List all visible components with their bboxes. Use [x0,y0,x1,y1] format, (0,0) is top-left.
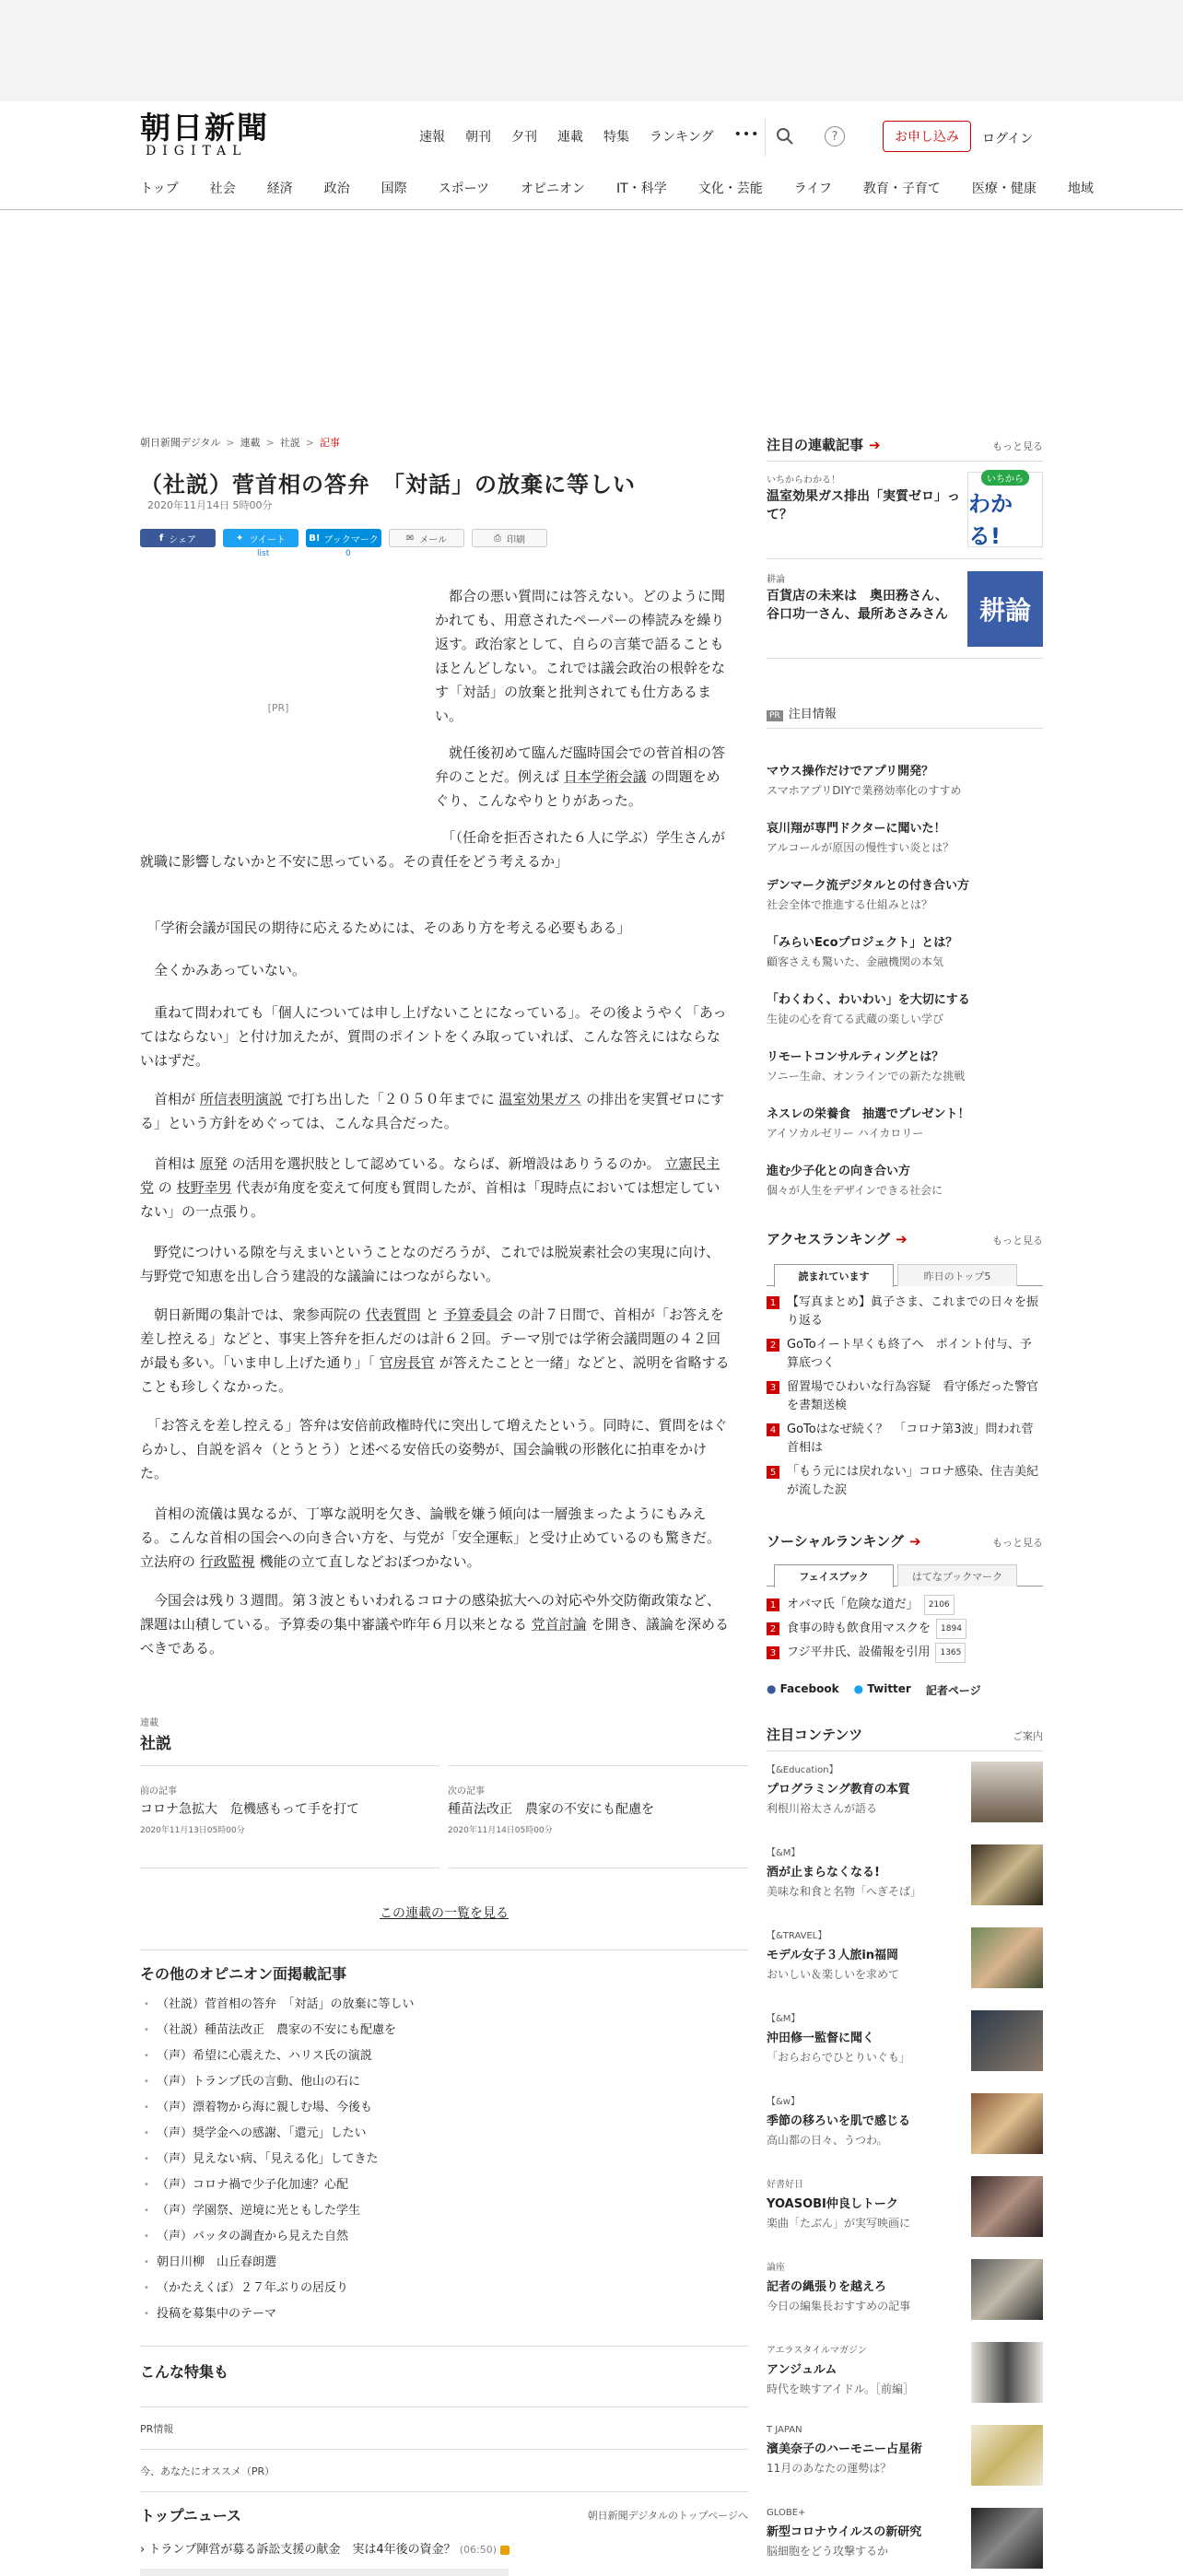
paragraph: 全くかみあっていない。 [140,962,306,978]
content-thumbnail[interactable] [971,2425,1043,2486]
hatena-icon: B! [309,533,321,544]
content-item[interactable]: 好書好日 YOASOBI仲良しトーク 楽曲「たぶん」が実写映画に [767,2180,911,2230]
social-ranking-heading: ソーシャルランキング ➔ [767,1533,921,1550]
pr-heading: PR 注目情報 [767,704,837,721]
list-item[interactable]: • （声）学園祭、逆境に光ともした学生 [140,2198,415,2224]
top-ad-banner [0,0,1183,101]
help-icon[interactable]: ? [822,123,848,149]
content-item[interactable]: 【&M】 沖田修一監督に聞く 「おらおらでひとりいぐも」 [767,2014,910,2064]
prev-article[interactable]: 前の記事 コロナ急拡大 危機感もって手を打て 2020年11月13日05時00分 [140,1765,440,1868]
divider [140,2491,748,2492]
list-item[interactable]: • （声）バッタの調査から見えた自然 [140,2224,415,2250]
list-item[interactable]: • 投稿を募集中のテーマ [140,2301,415,2327]
series-list-link[interactable]: この連載の一覧を見る [380,1906,509,1921]
list-item[interactable]: • 朝日川柳 山丘春朗選 [140,2250,415,2276]
recommend-label: 今、あなたにオススメ（PR） [140,2465,275,2477]
top-news-item[interactable]: › トランプ陣営が募る訴訟支援の献金 実は4年後の資金？ (06:50) [140,2539,510,2557]
divider [140,2449,748,2450]
crumb-current: 記事 [320,437,340,449]
twitter-link[interactable]: ● Twitter [853,1682,911,1695]
content-thumbnail[interactable] [971,1927,1043,1988]
ranking-item[interactable]: 4 GoToはなぜ続く？ 「コロナ第3波」問われ菅首相は [767,1421,1043,1458]
category-nav [140,179,1125,197]
crumb-home[interactable]: 朝日新聞デジタル [140,437,221,449]
breadcrumb: 朝日新聞デジタル > 連載 > 社説 > 記事 [140,437,340,449]
content-thumbnail[interactable] [971,2259,1043,2320]
chumoku-more-link[interactable]: もっと見る [992,440,1043,452]
list-item[interactable]: • （社説）種苗法改正 農家の不安にも配慮を [140,2018,415,2043]
divider [140,2406,748,2407]
paragraph: 首相の流儀は異なるが、丁寧な説明を欠き、論戦を嫌う傾向は一層強まったようにもみえる。こんな首相の国会への向き合い方を、与党が「安全運転」と受け止めているのも驚きだ。立法府の 行政監視 機能の立て直しなどおぼつかない。 [140,1505,721,1570]
content-item[interactable]: 【&w】 季節の移ろいを肌で感じる 高山都の日々、うつわ。 [767,2097,911,2147]
twitter-share-button[interactable]: ✦ ツイート [223,529,299,547]
pr-item[interactable]: 「わくわく、わいわい」を大切にする 生徒の心を育てる武蔵の楽しい学び [767,993,970,1025]
cat-economy[interactable]: 経済 [266,181,293,196]
facebook-share-button[interactable]: f シェア [140,529,216,547]
arrow-right-icon: ➔ [896,1231,908,1247]
social-ranking-item[interactable]: 3 フジ平井氏、設備報を引用 1365 [767,1644,1043,1664]
top-news-heading: トップニュース [140,2507,241,2524]
cat-opinion[interactable]: オピニオン [521,181,586,196]
facebook-icon: f [158,533,164,544]
nav-tokushu[interactable]: 特集 [603,130,629,145]
cat-politics[interactable]: 政治 [323,181,350,196]
pr-item[interactable]: リモートコンサルティングとは？ ソニー生命、オンラインでの新たな挑戦 [767,1050,966,1083]
tab-most-read[interactable]: 読まれています [774,1264,894,1287]
list-item[interactable]: • （声）見えない病、「見える化」してきた [140,2147,415,2172]
article-title: （社説）菅首相の答弁 「対話」の放棄に等しい [140,472,636,498]
social-links [767,1682,981,1698]
social-ranking-item[interactable]: 1 オバマ氏「危険な道だ」 2106 [767,1596,1043,1616]
social-more-link[interactable]: もっと見る [992,1537,1043,1549]
next-article[interactable]: 次の記事 種苗法改正 農家の不安にも配慮を 2020年11月14日05時00分 [448,1765,748,1868]
site-header [0,101,1183,210]
paragraph: 首相は 原発 の活用を選択肢として認めている。ならば、新増設はありうるのか。 立憲民主党 の 枝野幸男 代表が角度を変えて何度も質問したが、首相は「現時点においては想定していない」の一点張り。 [140,1155,720,1220]
pr-item[interactable]: 「みらいEcoプロジェクト」とは？ 顧客さえも驚いた、金融機関の本気 [767,936,958,968]
divider [767,558,1043,559]
bookmark-count[interactable]: 0 [346,549,351,558]
cat-society[interactable]: 社会 [209,181,236,196]
koron-thumbnail[interactable]: 耕論 [967,571,1043,647]
pr-item[interactable]: デンマーク流デジタルとの付き合い方 社会全体で推進する仕組みとは？ [767,879,969,911]
social-tabs [767,1564,1043,1587]
keyword-link[interactable]: 立憲民主党 [140,1155,720,1196]
chevron-right-icon: › [140,2543,149,2557]
mail-icon: ✉ [405,533,415,544]
nav-rensai[interactable]: 連載 [557,130,583,145]
apply-button[interactable]: お申し込み [883,121,971,152]
chumoku-heading: 注目の連載記事 ➔ [767,437,881,453]
keyword-link[interactable]: 日本学術会議 [563,768,647,785]
hatena-bookmark-button[interactable]: B! ブックマーク [306,529,381,547]
paragraph: 就任後初めて臨んだ臨時国会での菅首相の答弁のことだ。例えば 日本学術会議 の問題をめぐり、こんなやりとりがあった。 [435,744,726,809]
cat-life[interactable]: ライフ [793,181,832,196]
paragraph: 「お答えを差し控える」答弁は安倍前政権時代に突出して増えたという。同時に、質問をはぐらかし、自説を滔々（とうとう）と述べる安倍氏の姿勢が、国会論戦の形骸化に拍車をかけた。 [140,1417,728,1481]
paragraph: 野党につけいる隙を与えまいということなのだろうが、これでは脱炭素社会の実現に向け、与野党で知恵を出し合う建設的な議論にはつながらない。 [140,1244,720,1284]
content-thumbnail[interactable] [971,2176,1043,2237]
tweet-count[interactable]: list [257,549,270,558]
paragraph: 朝日新聞の集計では、衆参両院の 代表質問 と 予算委員会 の計７日間で、首相が「お答えを差し控える」などと、事実上答弁を拒んだのは計６２回。テーマ別では学術会議問題の４２回が最も多い。「いま申し上げた通り」「 官房長官 が答えたことと一緒」などと、説明を省略することも珍しくなかった。 [140,1306,730,1395]
series-name[interactable]: 社説 [140,1735,171,1753]
keyword-link[interactable]: 予算委員会 [443,1306,513,1323]
access-ranking-heading: アクセスランキング ➔ [767,1231,908,1247]
nav-yukan[interactable]: 夕刊 [511,130,537,145]
wakaru-thumbnail[interactable]: いちから わかる! [967,472,1043,547]
featured-series-item[interactable]: 耕論 百貨店の未来は 奥田務さん、谷口功一さん、最所あさみさん [767,575,948,622]
pr-item[interactable]: 進む少子化との向き合い方 個々が人生をデザインできる社会に [767,1165,943,1197]
content-item[interactable]: 【&Education】 プログラミング教育の本質 利根川裕太さんが語る [767,1765,910,1815]
series-label: 連載 [140,1718,158,1728]
keyword-link[interactable]: 温室効果ガス [498,1091,582,1107]
contents-guide-link[interactable]: ご案内 [1013,1730,1043,1742]
access-more-link[interactable]: もっと見る [992,1235,1043,1247]
paragraph: 重ねて問われても「個人については申し上げないことになっている」。その後ようやく「あってはならない」と付け加えたが、質問のポイントをくみ取っていれば、こんな答えにはならないはずだ。 [140,1004,727,1069]
article-date: 2020年11月14日 5時00分 [147,499,273,511]
content-item[interactable]: アエラスタイルマガジン アンジュルム 時代を映すアイドル。［前編］ [767,2346,914,2395]
nav-ranking[interactable]: ランキング [650,130,714,145]
content-thumbnail[interactable] [971,1844,1043,1905]
keyword-link[interactable]: 枝野幸男 [176,1179,232,1196]
top-page-link[interactable]: 朝日新聞デジタルのトップページへ [587,2510,748,2522]
keyword-link[interactable]: 所信表明演説 [199,1091,283,1107]
content-thumbnail[interactable] [971,2093,1043,2154]
paragraph: 「（任命を拒否された６人に学ぶ）学生さんが就職に影響しないかと不安に思っている。その責任をどう考えるか」 [140,829,726,870]
cat-sports[interactable]: スポーツ [438,181,490,196]
crumb-shasetsu[interactable]: 社説 [279,437,300,449]
cat-region[interactable]: 地域 [1067,181,1094,196]
divider [767,728,1043,729]
paragraph: 「学術会議が国民の期待に応えるためには、そのあり方を考える必要もある」 [140,919,631,936]
arrow-right-icon: ➔ [869,437,881,453]
reporter-page-link[interactable]: 記者ページ [925,1684,981,1697]
cat-education[interactable]: 教育・子育て [862,181,941,196]
keyword-link[interactable]: 行政監視 [199,1553,255,1570]
top-news-item-cut [140,2569,509,2576]
tab-facebook[interactable]: フェイスブック [774,1564,894,1587]
paragraph: 首相が 所信表明演説 で打ち出した「２０５０年までに 温室効果ガス の排出を実質ゼロにする」という方針をめぐっては、こんな具合だった。 [140,1091,725,1131]
keyword-link[interactable]: 官房長官 [379,1354,435,1371]
login-link[interactable]: ログイン [982,132,1034,146]
cat-health[interactable]: 医療・健康 [971,181,1037,196]
ranking-item[interactable]: 1 【写真まとめ】眞子さま、これまでの日々を振り返る [767,1294,1043,1330]
twitter-icon: ● [853,1682,864,1695]
content-item[interactable]: T JAPAN 濱美奈子のハーモニー占星術 11月のあなたの運勢は？ [767,2425,923,2475]
pr-info-label: PR情報 [140,2423,174,2435]
keyword-link[interactable]: 代表質問 [365,1306,421,1323]
list-item[interactable]: • （社説）菅首相の答弁 「対話」の放棄に等しい [140,1992,415,2018]
keyword-link[interactable]: 党首討論 [531,1616,587,1633]
share-buttons [140,529,547,547]
site-logo[interactable]: 朝日新聞 DIGITAL [140,110,269,158]
list-item[interactable]: • （声）希望に心震えた、ハリス氏の演説 [140,2043,415,2069]
cat-top[interactable]: トップ [140,181,179,196]
featured-series-item[interactable]: いちからわかる！ 温室効果ガス排出「実質ゼロ」って？ [767,475,960,522]
divider [140,2346,748,2347]
content-thumbnail[interactable] [971,1762,1043,1822]
paragraph: 都合の悪い質問には答えない。どのように聞かれても、用意されたペーパーの棒読みを繰り返す。政治家として、自らの言葉で語ることもほとんどしない。これでは議会政治の根幹をなす「対話」の放棄と批判されても仕方あるまい。 [435,588,726,724]
pr-item[interactable]: マウス操作だけでアプリ開発？ スマホアプリDIYで業務効率化のすすめ [767,765,962,797]
pr-item[interactable]: 哀川翔が専門ドクターに聞いた！ アルコールが原因の慢性すい炎とは？ [767,822,955,854]
list-item[interactable]: • （声）奨学金への感謝、「還元」したい [140,2121,415,2147]
cat-international[interactable]: 国際 [381,181,407,196]
content-item[interactable]: 【&M】 酒が止まらなくなる! 美味な和食と名物「へぎそば」 [767,1848,922,1898]
header-divider [765,118,766,157]
facebook-icon: ● [767,1682,777,1695]
list-item[interactable]: • （声）コロナ禍で少子化加速？心配 [140,2172,415,2198]
cat-it-science[interactable]: IT・科学 [616,181,667,196]
content-thumbnail[interactable] [971,2508,1043,2569]
paragraph: 今国会は残り３週間。第３波ともいわれるコロナの感染拡大への対応や外交防衛政策など、課題は山積している。予算委の集中審議や昨年６月以来となる 党首討論 を開き、議論を深めるべきである。 [140,1592,729,1657]
top-nav [419,127,759,146]
cat-culture[interactable]: 文化・芸能 [697,181,763,196]
print-button[interactable]: ⎙ 印刷 [472,529,547,547]
other-opinion-heading: その他のオピニオン面掲載記事 [140,1965,347,1983]
divider [767,461,1043,462]
ranking-item[interactable]: 3 留置場でひわいな行為容疑 看守係だった警官を書類送検 [767,1378,1043,1415]
list-item[interactable]: • （かたえくぼ）２７年ぶりの居反り [140,2276,415,2301]
ranking-item[interactable]: 2 GoToイート早くも終了へ ポイント付与、予算底つく [767,1336,1043,1373]
twitter-bird-icon: ✦ [236,533,244,544]
crumb-series[interactable]: 連載 [240,437,261,449]
content-item[interactable]: 【&TRAVEL】 モデル女子３人旅in福岡 おいしい＆楽しいを求めて [767,1931,900,1981]
ranking-item[interactable]: 5 「もう元には戻れない」コロナ感染、住吉美紀が流した涙 [767,1463,1043,1500]
keyword-link[interactable]: 原発 [199,1155,228,1172]
nav-sokuho[interactable]: 速報 [419,130,445,145]
more-menu-button[interactable]: ••• [733,127,760,142]
nav-choukan[interactable]: 朝刊 [465,130,491,145]
arrow-right-icon: ➔ [908,1533,921,1550]
other-opinion-list [140,1992,415,2327]
search-icon[interactable] [772,123,798,149]
list-item[interactable]: • （声）漂着物から海に親しむ場、今後も [140,2095,415,2121]
pr-item[interactable]: ネスレの栄養食 抽選でプレゼント！ アイソカルゼリー ハイカロリー [767,1107,970,1140]
contents-heading: 注目コンテンツ [767,1727,863,1743]
tab-hatena[interactable]: はてなブックマーク [897,1564,1017,1587]
facebook-link[interactable]: ● Facebook [767,1682,839,1695]
list-item[interactable]: • （声）トランプ氏の言動、他山の石に [140,2069,415,2095]
access-tabs [767,1264,1043,1286]
content-item[interactable]: GLOBE+ 新型コロナウイルスの新研究 脳細胞をどう攻撃するか [767,2508,922,2558]
divider [767,658,1043,659]
content-item[interactable]: 論座 記者の縄張りを越えろ 今日の編集長おすすめの記事 [767,2263,911,2313]
content-thumbnail[interactable] [971,2010,1043,2071]
mail-button[interactable]: ✉ メール [389,529,464,547]
pr-ad-slot: [PR] [267,701,289,714]
tab-yesterday-top5[interactable]: 昨日のトップ5 [897,1264,1017,1286]
lock-icon [500,2546,510,2555]
feature-heading: こんな特集も [140,2363,229,2381]
content-thumbnail[interactable] [971,2342,1043,2403]
print-icon: ⎙ [494,533,501,544]
social-ranking-item[interactable]: 2 食事の時も飲食用マスクを 1894 [767,1620,1043,1640]
